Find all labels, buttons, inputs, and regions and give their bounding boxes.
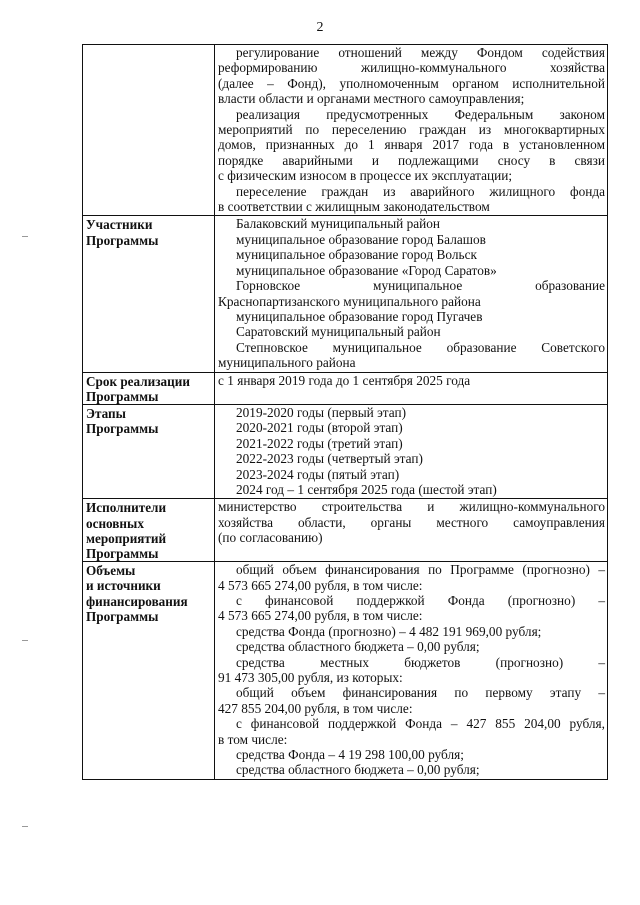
row-value-line: 4 573 665 274,00 рубля, в том числе: bbox=[218, 577, 423, 593]
row-label-line: Программы bbox=[86, 421, 159, 437]
page-number: 2 bbox=[316, 20, 324, 35]
row-value-line: домов, признанных до 1 января 2017 года в установленном bbox=[218, 137, 605, 153]
margin-mark bbox=[22, 640, 28, 641]
row-value-line: общий объем финансирования по Программе (прогнозно) – bbox=[236, 562, 605, 578]
passport-row bbox=[83, 216, 608, 372]
row-label bbox=[83, 404, 215, 498]
row-value-line: 2023-2024 годы (пятый этап) bbox=[236, 466, 400, 482]
row-value-line: с 1 января 2019 года до 1 сентября 2025 года bbox=[218, 372, 471, 388]
row-value bbox=[215, 404, 608, 498]
passport-row bbox=[83, 45, 608, 216]
row-value-line: муниципальное образование город Балашов bbox=[236, 231, 486, 247]
row-value-line: (по согласованию) bbox=[218, 530, 323, 546]
passport-row bbox=[83, 372, 608, 404]
row-label bbox=[83, 562, 215, 780]
row-label-line: основных bbox=[86, 515, 144, 531]
row-value-line: 2022-2023 годы (четвертый этап) bbox=[236, 451, 423, 467]
row-label-line: Программы bbox=[86, 545, 159, 561]
row-label bbox=[83, 499, 215, 562]
row-value-line: реализация предусмотренных Федеральным законом bbox=[236, 106, 605, 122]
row-label-line: Исполнители bbox=[86, 500, 167, 516]
row-value-line: (далее – Фонд), уполномоченным органом исполнительной bbox=[218, 75, 605, 91]
row-value-line: в соответствии с жилищным законодательством bbox=[218, 199, 490, 215]
row-value-line: переселение граждан из аварийного жилищного фонда bbox=[236, 183, 605, 199]
row-label-line: Срок реализации bbox=[86, 373, 190, 389]
row-label bbox=[83, 372, 215, 404]
row-label-line: и источники bbox=[86, 578, 161, 594]
row-value-line: муниципального района bbox=[218, 355, 356, 371]
row-value-line: 427 855 204,00 рубля, в том числе: bbox=[218, 700, 413, 716]
row-value-line: 2020-2021 годы (второй этап) bbox=[236, 420, 403, 436]
row-value-line: регулирование отношений между Фондом содействия bbox=[236, 45, 605, 60]
passport-row bbox=[83, 562, 608, 780]
row-value bbox=[215, 216, 608, 372]
row-value-line: Саратовский муниципальный район bbox=[236, 324, 441, 340]
row-value-line: с финансовой поддержкой Фонда – 427 855 204,00 рубля, bbox=[236, 716, 605, 732]
row-value-line: 91 473 305,00 рубля, из которых: bbox=[218, 670, 403, 686]
row-label-line: Участники bbox=[86, 217, 153, 233]
row-value bbox=[215, 372, 608, 404]
row-value-line: министерство строительства и жилищно-коммунального bbox=[218, 499, 605, 515]
row-value-line: общий объем финансирования по первому этапу – bbox=[236, 685, 605, 701]
program-passport-table bbox=[82, 44, 608, 780]
row-value-line: власти области и органами местного самоуправления; bbox=[218, 91, 525, 107]
row-label-line: Программы bbox=[86, 388, 159, 404]
row-value-line: муниципальное образование «Город Саратов» bbox=[236, 262, 497, 278]
row-label-line: Этапы bbox=[86, 405, 126, 421]
row-value-line: реформированию жилищно-коммунального хозяйства bbox=[218, 60, 605, 76]
row-value-line: средства областного бюджета – 0,00 рубля; bbox=[236, 762, 480, 778]
row-label-line: финансирования bbox=[86, 593, 188, 609]
row-value-line: 4 573 665 274,00 рубля, в том числе: bbox=[218, 608, 423, 624]
row-value-line: мероприятий по переселению граждан из многоквартирных bbox=[218, 122, 605, 138]
row-value-line: 2024 год – 1 сентября 2025 года (шестой этап) bbox=[236, 481, 497, 497]
row-label-line: Программы bbox=[86, 232, 159, 248]
row-value-line: хозяйства области, органы местного самоуправления bbox=[218, 514, 605, 530]
row-value-line: Горновское муниципальное образование bbox=[236, 278, 605, 294]
row-label bbox=[83, 216, 215, 372]
passport-row bbox=[83, 404, 608, 498]
row-label-line: мероприятий bbox=[86, 530, 167, 546]
row-value-line: Балаковский муниципальный район bbox=[236, 216, 441, 232]
row-value-line: 2019-2020 годы (первый этап) bbox=[236, 404, 407, 420]
row-label-line: Объемы bbox=[86, 563, 136, 579]
row-value-line: средства Фонда (прогнозно) – 4 482 191 969,00 рубля; bbox=[236, 623, 542, 639]
row-value bbox=[215, 562, 608, 780]
passport-row bbox=[83, 499, 608, 562]
row-label bbox=[83, 45, 215, 216]
row-value-line: в том числе: bbox=[218, 731, 288, 747]
row-value-line: 2021-2022 годы (третий этап) bbox=[236, 435, 403, 451]
row-value-line: муниципальное образование город Вольск bbox=[236, 247, 477, 263]
margin-mark bbox=[22, 826, 28, 827]
row-value-line: с физическим износом в процессе их эксплуатации; bbox=[218, 168, 513, 184]
row-label-line: Программы bbox=[86, 608, 159, 624]
row-value-line: средства Фонда – 4 19 298 100,00 рубля; bbox=[236, 747, 464, 763]
row-value-line: средства областного бюджета – 0,00 рубля; bbox=[236, 639, 480, 655]
row-value-line: порядке аварийными и подлежащими сносу в связи bbox=[218, 152, 605, 168]
row-value bbox=[215, 499, 608, 562]
row-value-line: с финансовой поддержкой Фонда (прогнозно) – bbox=[236, 593, 605, 608]
row-value-line: Краснопартизанского муниципального района bbox=[218, 293, 481, 309]
row-value bbox=[215, 45, 608, 216]
row-value-line: муниципальное образование город Пугачев bbox=[236, 308, 483, 324]
margin-mark bbox=[22, 236, 28, 237]
row-value-line: Степновское муниципальное образование Советского bbox=[236, 339, 605, 355]
row-value-line: средства местных бюджетов (прогнозно) – bbox=[236, 654, 605, 670]
